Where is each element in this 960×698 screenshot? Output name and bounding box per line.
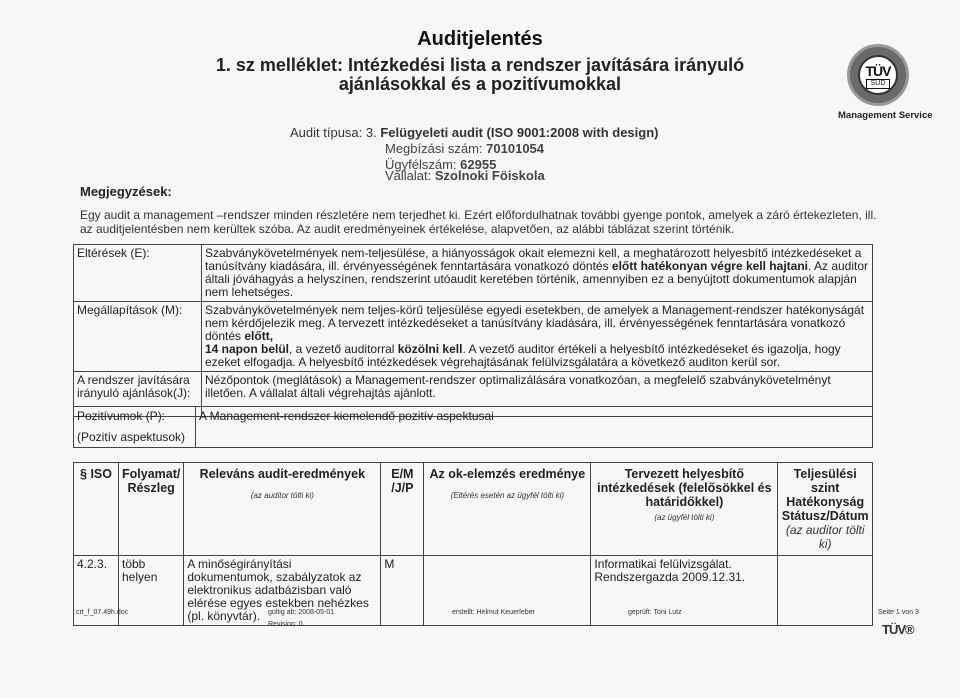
header-status: Teljesülési szint Hatékonyság Státusz/Dátum (az auditor tölti ki)	[778, 463, 873, 556]
tuv-logo-icon	[847, 44, 909, 106]
contract-value: 70101054	[486, 141, 545, 156]
contract-label: Megbízási szám:	[385, 141, 483, 156]
page-subtitle: 1. sz melléklet: Intézkedési lista a rendszer javítására irányuló ajánlásokkal és a pozitívumokkal	[215, 55, 745, 94]
company-label: Vállalat:	[385, 168, 432, 183]
cell-iso: 4.2.3.	[74, 556, 119, 626]
positives-text: A Management-rendszer kiemelendő pozitív aspektusai	[196, 407, 873, 448]
cell-status	[778, 556, 873, 626]
header-finding: Releváns audit-eredmények (az auditor tölti ki)	[184, 463, 381, 556]
audit-type	[290, 125, 659, 140]
contract-line	[385, 141, 544, 156]
company-line	[385, 168, 545, 183]
definition-label: A rendszer javítására irányuló ajánlások(J):	[74, 372, 202, 417]
footer-author: erstellt: Helmut Keuerleber	[452, 609, 535, 616]
definition-text: Szabványkövetelmények nem teljes-körű teljesülése egyedi esetekben, de amelyek a Management-rendszer hatékonyságát nem kérdőjelezik meg. A tervezett intézkedéseket a tanúsítvány kiadására, ill. érvényességének fenntartására vonatkozó döntés előtt, 14 napon belül, a vezető auditorral közölni kell. A vezető auditor értékeli a helyesbítő intézkedéseket és igazolja, hogy ezeket elfogadja. A helyesbítő intézkedések végrehajtásának felülvizsgálatára a következő auditon kerül sor.	[202, 302, 873, 372]
client-value: 62955	[460, 157, 497, 172]
cell-process: több helyen	[119, 556, 184, 626]
action-table	[73, 462, 873, 626]
footer-doc: crt_f_07.49h.doc	[76, 609, 129, 616]
cell-finding: A minőségirányítási dokumentumok, szabályzatok az elektronikus adatbázisban való elérése egyes estekben nehézkes (pl. könyvtár).	[184, 556, 381, 626]
audit-type-label: Audit típusa: 3.	[290, 125, 377, 140]
logo-text: TÜV	[865, 63, 891, 79]
header-action: Tervezett helyesbítő intézkedések (felelősökkel és határidőkkel) (az ügyfél tölti ki)	[591, 463, 778, 556]
positives-label-cell	[74, 407, 196, 448]
positives-label: Pozitívumok (P):	[77, 409, 166, 423]
definition-label: Eltérések (E):	[74, 245, 202, 302]
definition-text: Szabványkövetelmények nem-teljesülése, a hiányosságok okait elemezni kell, a meghatározott helyesbítő intézkedéseket a tanúsítvány kiadására, ill. érvényességének fenntartására vonatkozó döntés előtt hatékonyan végre kell hajtani. Az auditor általi jóváhagyás a helyszínen, rendszerint utóaudit keretében történik, amennyiben ez a benyújtott dokumentumok alapján nem lehetséges.	[202, 245, 873, 302]
footer-brand: TÜV®	[882, 622, 914, 637]
definition-label: Megállapítások (M):	[74, 302, 202, 372]
footer-page: Seite 1 von 3	[878, 609, 919, 616]
logo-sub: SÜD	[866, 79, 890, 89]
action-table-header	[74, 463, 873, 556]
note-heading: Megjegyzések:	[80, 184, 172, 199]
definition-text: Nézőpontok (meglátások) a Management-rendszer optimalizálására vonatkozóan, a megfelelő szabványkövetelményt illetően. A vállalat általi végrehajtás ajánlott.	[202, 372, 873, 417]
definition-row-deviation	[74, 245, 873, 302]
positives-label-2: (Pozitív aspektusok)	[77, 430, 186, 444]
audit-type-value: Felügyeleti audit (ISO 9001:2008 with design)	[380, 125, 659, 140]
header-process: Folyamat/ Részleg	[119, 463, 184, 556]
header-cause: Az ok-elemzés eredménye (Eltérés esetén az ügyfél tölti ki)	[424, 463, 591, 556]
footer-revision: Revision: 0	[268, 621, 303, 628]
client-label: Ügyfélszám:	[385, 157, 457, 172]
logo-caption: Management Service	[838, 110, 933, 121]
page-title: Auditjelentés	[417, 28, 543, 50]
header-type: E/M /J/P	[381, 463, 424, 556]
footer-checked: geprüft: Toni Lutz	[628, 609, 682, 616]
positives-table	[73, 406, 873, 448]
cell-type: M	[381, 556, 424, 626]
note-body: Egy audit a management –rendszer minden részletére nem terjedhet ki. Ezért előfordulhatnak további gyenge pontok, amelyek a záró értekezleten, ill. az auditjelentésben nem kerültek szóba. Az audit eredményeinek értékelése, alapvetően, az alábbi táblázat szerint történik.	[80, 208, 877, 236]
header-iso: § ISO	[74, 463, 119, 556]
cell-action: Informatikai felülvizsgálat. Rendszergazda 2009.12.31.	[591, 556, 778, 626]
definitions-table	[73, 244, 873, 417]
footer-valid: gültig ab: 2008-05-01	[268, 609, 335, 616]
company-value: Szolnoki Föiskola	[434, 168, 545, 183]
definition-row-finding	[74, 302, 873, 372]
